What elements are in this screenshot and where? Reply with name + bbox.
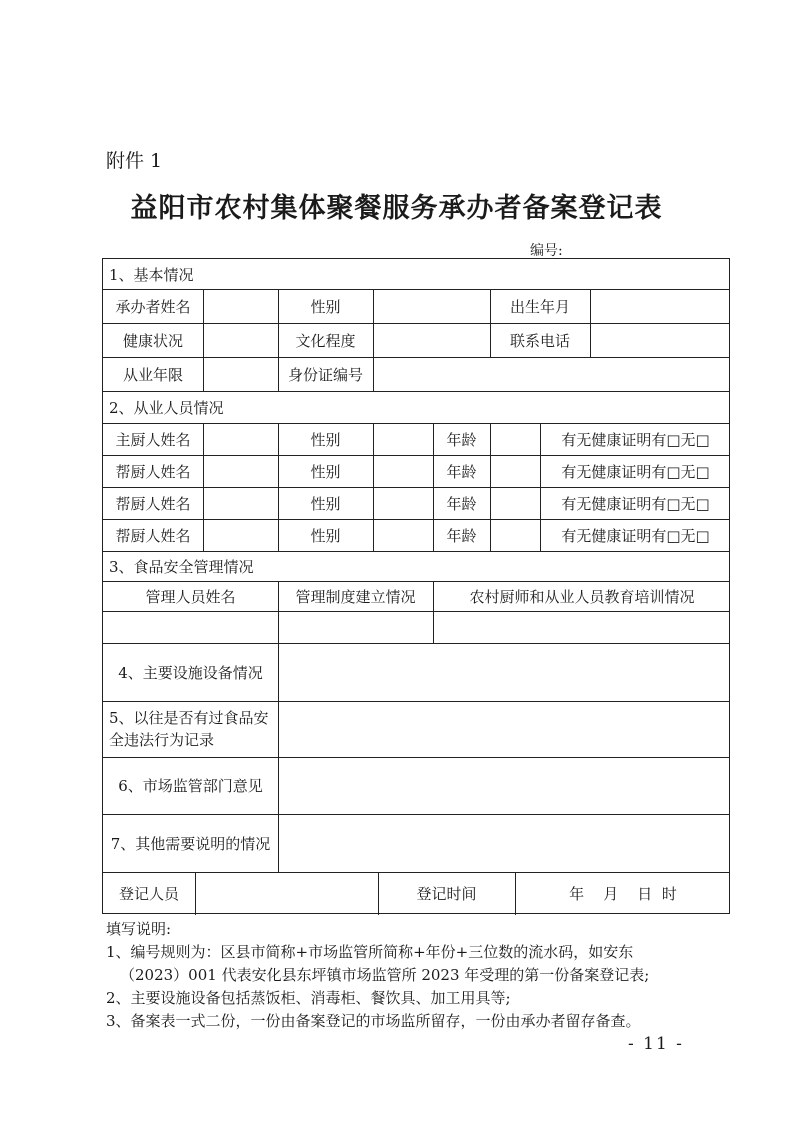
other-notes-field[interactable]	[278, 814, 731, 872]
staff-gender-label: 性别	[310, 462, 341, 481]
staff-age-label: 年龄	[446, 526, 477, 545]
gender-field[interactable]	[373, 289, 490, 323]
registration-time-label: 登记时间	[416, 885, 477, 903]
phone-field[interactable]	[590, 323, 731, 357]
regulator-opinion-field[interactable]	[278, 757, 731, 814]
staff-gender-field[interactable]	[373, 519, 433, 551]
registrar-label: 登记人员	[118, 885, 179, 903]
staff-age-label: 年龄	[446, 462, 477, 481]
instruction-line: （2023）001 代表安化县东坪镇市场监管所 2023 年受理的第一份备案登记表;	[120, 966, 650, 984]
facilities-label: 4、主要设施设备情况	[118, 663, 263, 682]
staff-role-label: 主厨人姓名	[115, 430, 191, 449]
birth-date-field[interactable]	[590, 289, 731, 323]
health-status-field[interactable]	[203, 323, 278, 357]
staff-role-label: 帮厨人姓名	[115, 494, 191, 513]
section-staff-heading: 2、从业人员情况	[109, 398, 224, 417]
operator-name-field[interactable]	[203, 289, 278, 323]
staff-gender-label: 性别	[310, 430, 341, 449]
staff-age-field[interactable]	[490, 519, 540, 551]
staff-age-label: 年龄	[446, 494, 477, 513]
years-in-trade-label: 从业年限	[122, 365, 183, 384]
section-basic-info-heading: 1、基本情况	[109, 265, 194, 284]
instruction-line: 3、备案表一式二份，一份由备案登记的市场监所留存，一份由承办者留存备查。	[106, 1012, 641, 1030]
instruction-line: 2、主要设施设备包括蒸饭柜、消毒柜、餐饮具、加工用具等;	[106, 989, 511, 1007]
staff-gender-field[interactable]	[373, 455, 433, 487]
staff-name-field[interactable]	[203, 487, 278, 519]
health-status-label: 健康状况	[122, 331, 183, 350]
manager-name-header: 管理人员姓名	[145, 587, 236, 606]
training-field[interactable]	[433, 611, 731, 643]
id-number-field[interactable]	[373, 357, 731, 391]
gender-label: 性别	[310, 297, 341, 316]
operator-name-label: 承办者姓名	[115, 297, 191, 316]
phone-label: 联系电话	[509, 331, 570, 350]
id-number-label: 身份证编号	[287, 365, 363, 384]
registration-time-field[interactable]: 年 月 日 时	[569, 885, 677, 903]
staff-age-field[interactable]	[490, 455, 540, 487]
birth-date-label: 出生年月	[509, 297, 570, 316]
regulator-opinion-label: 6、市场监管部门意见	[118, 777, 263, 795]
management-system-field[interactable]	[278, 611, 433, 643]
registration-form-table	[102, 258, 730, 914]
health-cert-checkboxes[interactable]: 有无健康证明有□无□	[561, 494, 710, 513]
other-notes-label: 7、其他需要说明的情况	[110, 834, 271, 853]
staff-role-label: 帮厨人姓名	[115, 526, 191, 545]
facilities-field[interactable]	[278, 643, 731, 701]
staff-name-field[interactable]	[203, 519, 278, 551]
violation-record-label: 5、以往是否有过食品安全违法行为记录	[109, 709, 269, 749]
staff-age-label: 年龄	[446, 430, 477, 449]
staff-name-field[interactable]	[203, 455, 278, 487]
instructions	[106, 918, 649, 1033]
health-cert-checkboxes[interactable]: 有无健康证明有□无□	[561, 526, 710, 545]
management-system-header: 管理制度建立情况	[295, 587, 416, 606]
registrar-field[interactable]	[195, 872, 378, 915]
page-number: - 11 -	[628, 1034, 684, 1054]
attachment-label: 附件 1	[106, 150, 163, 172]
form-title: 益阳市农村集体聚餐服务承办者备案登记表	[130, 193, 663, 224]
years-in-trade-field[interactable]	[203, 357, 278, 391]
instruction-line: 1、编号规则为：区县市简称+市场监管所简称+年份+三位数的流水码，如安东	[106, 943, 634, 961]
health-cert-checkboxes[interactable]: 有无健康证明有□无□	[561, 430, 710, 449]
health-cert-checkboxes[interactable]: 有无健康证明有□无□	[561, 462, 710, 481]
serial-number-label: 编号:	[530, 243, 563, 259]
instructions-heading: 填写说明:	[106, 920, 172, 938]
staff-gender-field[interactable]	[373, 423, 433, 455]
manager-name-field[interactable]	[103, 611, 278, 643]
staff-gender-field[interactable]	[373, 487, 433, 519]
education-field[interactable]	[373, 323, 490, 357]
staff-role-label: 帮厨人姓名	[115, 462, 191, 481]
staff-gender-label: 性别	[310, 526, 341, 545]
staff-age-field[interactable]	[490, 487, 540, 519]
staff-age-field[interactable]	[490, 423, 540, 455]
section-food-safety-heading: 3、食品安全管理情况	[109, 557, 254, 576]
violation-record-field[interactable]	[278, 701, 731, 757]
education-label: 文化程度	[295, 331, 356, 350]
staff-name-field[interactable]	[203, 423, 278, 455]
training-header: 农村厨师和从业人员教育培训情况	[469, 587, 695, 606]
staff-gender-label: 性别	[310, 494, 341, 513]
